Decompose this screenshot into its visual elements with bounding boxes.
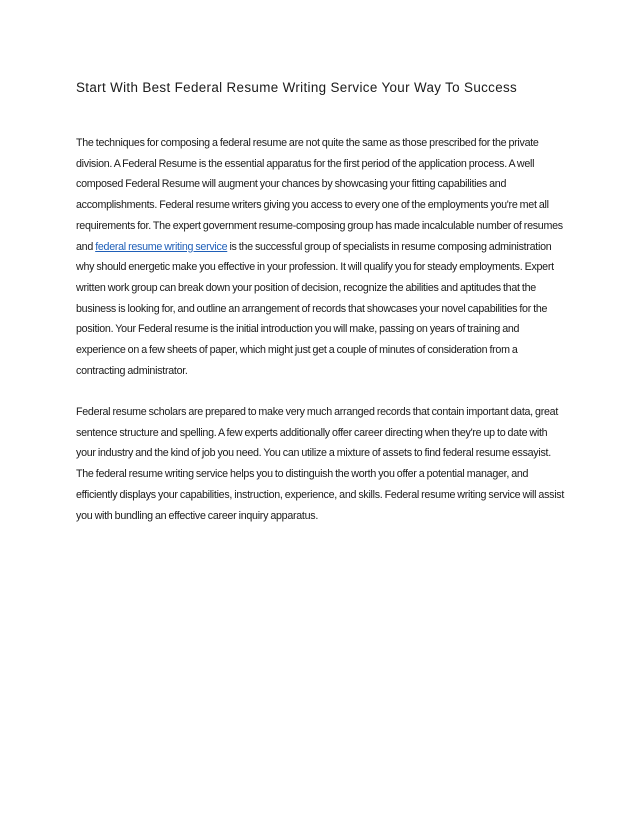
- body-paragraph-2: Federal resume scholars are prepared to make very much arranged records that contain important data, great sentence structure and spelling. A few experts additionally offer career directing when they're up to date with your industry and the kind of job you need. You can utilize a mixture of assets to find federal resume essayist. The federal resume writing service helps you to distinguish the worth you offer a potential manager, and efficiently displays your capabilities, instruction, experience, and skills. Federal resume writing service will assist you with bundling an effective career inquiry apparatus.: [76, 406, 565, 522]
- body-paragraph-1: [76, 133, 568, 381]
- paragraph-1-text-start: The techniques for composing a federal resume are not quite the same as those prescribed for the private division. A Federal Resume is the essential apparatus for the first period of the application process. A well composed Federal Resume will augment your chances by showcasing your fitting capabilities and accomplishments. Federal resume writers giving you access to every one of the employments you're met all requirements for. The expert government resume-composing group has made incalculable number of resumes and: [76, 137, 563, 253]
- document-title: Start With Best Federal Resume Writing Service Your Way To Success: [76, 80, 518, 95]
- paragraph-1-text-end: is the successful group of specialists in resume composing administration why should energetic make you effective in your profession. It will qualify you for steady employments. Expert written work group can break down your position of decision, recognize the abilities and aptitudes that the business is looking for, and outline an arrangement of records that showcases your novel capabilities for the position. Your Federal resume is the initial introduction you will make, passing on years of training and experience on a few sheets of paper, which might just get a couple of minutes of consideration from a contracting administrator.: [76, 240, 554, 377]
- federal-resume-writing-service-link[interactable]: federal resume writing service: [95, 240, 228, 253]
